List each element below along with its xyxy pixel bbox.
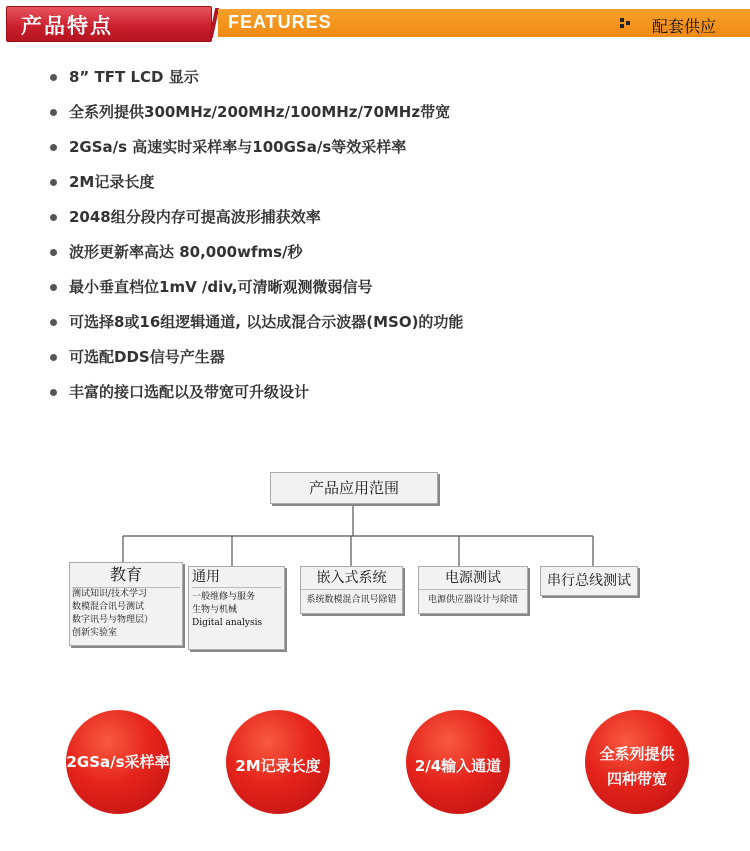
feature-text: 丰富的接口选配以及带宽可升级设计 (69, 383, 310, 401)
bullet-icon (50, 144, 57, 151)
highlight-input-channels (406, 710, 510, 814)
feature-text: 最小垂直档位1mV /div,可清晰观测微弱信号 (69, 278, 373, 296)
node-line: 测试知识/技术学习 (72, 589, 148, 599)
highlight-bandwidth (585, 710, 689, 814)
diagram-node-education (69, 562, 183, 646)
diagram-root: 产品应用范围 (270, 472, 438, 504)
feature-list (47, 62, 463, 412)
node-line: 数字讯号与物理层） (72, 615, 154, 625)
list-item (47, 377, 463, 412)
bullet-icon (50, 74, 57, 81)
highlight-text: 2GSa/s采样率 (66, 753, 170, 771)
node-title: 串行总线测试 (547, 573, 631, 589)
feature-text: 可选配DDS信号产生器 (69, 348, 225, 366)
bullet-icon (50, 284, 57, 291)
bullet-icon (50, 389, 57, 396)
node-title: 嵌入式系统 (301, 567, 402, 590)
node-title: 电源测试 (419, 567, 527, 590)
bullet-icon (50, 319, 57, 326)
node-line: 创新实验室 (72, 628, 118, 638)
node-line: 电源供应器设计与除错 (427, 595, 518, 605)
bullet-icon (50, 249, 57, 256)
diagram-node-embedded (300, 566, 403, 614)
header-title-en: FEATURES (228, 12, 332, 32)
highlight-text: 四种带宽 (606, 770, 667, 788)
feature-text: 波形更新率高达 80,000wfms/秒 (69, 243, 303, 261)
header-title-cn: 产品特点 (21, 14, 113, 38)
list-item (47, 132, 463, 167)
header-bar (218, 9, 750, 37)
node-line: 生物与机械 (192, 605, 238, 615)
node-line: 一般维修与服务 (192, 592, 256, 602)
list-item (47, 97, 463, 132)
feature-text: 2M记录长度 (69, 173, 155, 191)
accessories-link[interactable]: 配套供应 (651, 17, 716, 36)
highlight-sample-rate (66, 710, 170, 814)
feature-text: 2GSa/s 高速实时采样率与100GSa/s等效采样率 (69, 138, 407, 156)
section-header (0, 0, 750, 46)
highlight-text: 全系列提供 (599, 745, 675, 763)
list-item (47, 202, 463, 237)
diagram-node-serial (540, 566, 638, 596)
diagram-node-general (188, 566, 285, 650)
diagram-node-power (418, 566, 528, 614)
node-title: 教育 (72, 563, 180, 588)
list-item (47, 307, 463, 342)
node-line: 数模混合讯号测试 (72, 602, 145, 612)
list-item (47, 272, 463, 307)
node-line: Digital analysis (192, 618, 263, 628)
header-title-block (6, 6, 212, 42)
bullet-icon (50, 179, 57, 186)
node-line: 系统数模混合讯号除错 (306, 595, 397, 605)
bullet-icon (50, 214, 57, 221)
feature-text: 8” TFT LCD 显示 (69, 68, 199, 86)
list-item (47, 62, 463, 97)
highlight-text: 2/4输入通道 (414, 757, 502, 775)
highlight-text: 2M记录长度 (235, 757, 321, 775)
highlight-record-length (226, 710, 330, 814)
feature-text: 2048组分段内存可提高波形捕获效率 (69, 208, 321, 226)
node-title: 通用 (192, 567, 281, 588)
bullet-icon (50, 109, 57, 116)
feature-text: 可选择8或16组逻辑通道, 以达成混合示波器(MSO)的功能 (69, 313, 464, 331)
list-item (47, 342, 463, 377)
list-item (47, 167, 463, 202)
feature-text: 全系列提供300MHz/200MHz/100MHz/70MHz带宽 (69, 103, 451, 121)
list-item (47, 237, 463, 272)
bullet-icon (50, 354, 57, 361)
grid-icon (620, 18, 630, 28)
